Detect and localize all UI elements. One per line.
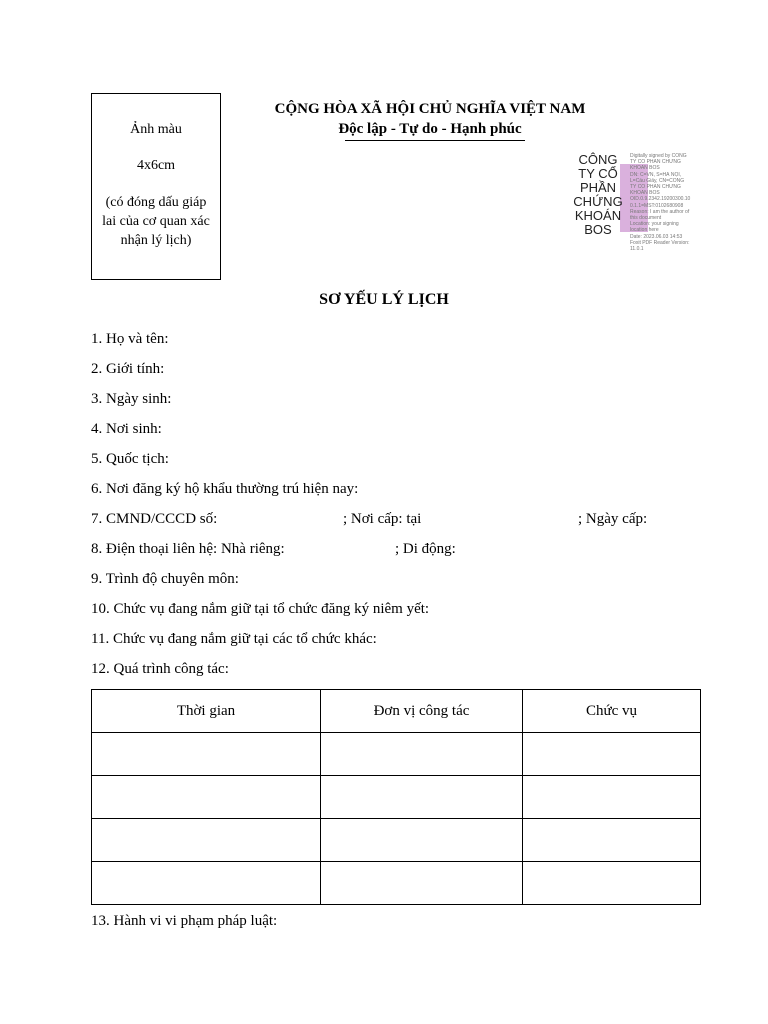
field-full-name: 1. Họ và tên:: [91, 331, 169, 347]
signature-company-name: [568, 153, 628, 237]
signature-detail-line: Location: your signing: [630, 221, 679, 228]
field-nationality: 5. Quốc tịch:: [91, 451, 169, 467]
table-cell: [92, 776, 321, 819]
signature-name-line: TY CỔ: [578, 166, 618, 181]
field-position-listed-org: 10. Chức vụ đang nắm giữ tại tổ chức đăng ký niêm yết:: [91, 601, 430, 617]
id-card-issue-date-label: ; Ngày cấp:: [578, 511, 648, 527]
photo-size: 4x6cm: [136, 158, 176, 173]
column-header-unit: Đơn vị công tác: [321, 690, 523, 733]
field-qualification: 9. Trình độ chuyên môn:: [91, 571, 239, 587]
signature-name-line: BOS: [584, 222, 612, 237]
photo-note: (có đóng dấu giáp lai của cơ quan xác nhận lý lịch): [102, 195, 210, 248]
signature-detail-line: Digitally signed by CÔNG: [630, 153, 687, 159]
signature-name-line: KHOÁN: [574, 208, 622, 223]
home-phone-label: 8. Điện thoại liên hệ: Nhà riêng:: [91, 541, 285, 557]
motto-underline: [345, 140, 525, 141]
photo-label: Ảnh màu: [130, 122, 182, 137]
table-row: [92, 862, 701, 905]
table-cell: [523, 819, 701, 862]
signature-detail-line: KHOÁN BOS: [630, 190, 660, 197]
column-header-time: Thời gian: [92, 690, 321, 733]
signature-name-line: CÔNG: [578, 152, 618, 167]
id-card-issue-place-label: ; Nơi cấp: tại: [343, 511, 422, 527]
signature-name-line: PHẦN: [579, 180, 617, 195]
work-history-table: [91, 689, 701, 905]
document-title: SƠ YẾU LÝ LỊCH: [319, 291, 449, 308]
table-row: [92, 733, 701, 776]
signature-detail-line: TY CỔ PHẦN CHỨNG: [630, 159, 681, 166]
table-header-row: [92, 690, 701, 733]
id-card-number-label: 7. CMND/CCCD số:: [91, 511, 218, 527]
field-date-of-birth: 3. Ngày sinh:: [91, 391, 172, 407]
table-cell: [321, 776, 523, 819]
digital-signature: [568, 150, 693, 253]
table-cell: [92, 819, 321, 862]
table-cell: [92, 733, 321, 776]
field-position-other-orgs: 11. Chức vụ đang nắm giữ tại các tổ chức khác:: [91, 631, 377, 647]
mobile-phone-label: ; Di động:: [395, 541, 456, 557]
column-header-position: Chức vụ: [523, 690, 701, 733]
signature-name-line: CHỨNG: [573, 194, 623, 209]
table-cell: [523, 862, 701, 905]
table-cell: [523, 776, 701, 819]
field-place-of-birth: 4. Nơi sinh:: [91, 421, 162, 437]
table-row: [92, 776, 701, 819]
table-cell: [321, 862, 523, 905]
signature-detail-line: Date: 2023.06.03 14:53: [630, 233, 683, 240]
signature-detail-line: Foxit PDF Reader Version:: [630, 239, 690, 246]
signature-details: [630, 153, 694, 252]
signature-detail-line: KHOÁN BOS: [630, 165, 660, 172]
field-gender: 2. Giới tính:: [91, 361, 165, 377]
signature-detail-line: location here: [630, 227, 659, 234]
field-legal-violations: 13. Hành vi vi phạm pháp luật:: [91, 913, 278, 929]
signature-detail-line: DN: C=VN, S=HÀ NỘI,: [630, 171, 682, 178]
field-permanent-residence: 6. Nơi đăng ký hộ khẩu thường trú hiện nay:: [91, 481, 359, 497]
photo-placeholder-box: [91, 93, 221, 280]
signature-detail-line: 0.1.1=MST:0102680908: [630, 202, 684, 209]
national-title: CỘNG HÒA XÃ HỘI CHỦ NGHĨA VIỆT NAM: [274, 101, 586, 117]
signature-detail-line: 11.0.1: [630, 246, 644, 253]
table-cell: [523, 733, 701, 776]
table-row: [92, 819, 701, 862]
table-cell: [321, 733, 523, 776]
signature-detail-line: TY CỔ PHẦN CHỨNG: [630, 184, 681, 191]
signature-detail-line: this document: [630, 215, 662, 222]
table-cell: [92, 862, 321, 905]
signature-detail-line: Reason: I am the author of: [630, 208, 690, 215]
signature-detail-line: OID.0.9.2342.19200300.10: [630, 196, 691, 203]
table-cell: [321, 819, 523, 862]
national-motto: Độc lập - Tự do - Hạnh phúc: [338, 121, 522, 137]
signature-detail-line: L=Cầu Giấy, CN=CÔNG: [630, 177, 685, 184]
field-work-history: 12. Quá trình công tác:: [91, 661, 229, 677]
